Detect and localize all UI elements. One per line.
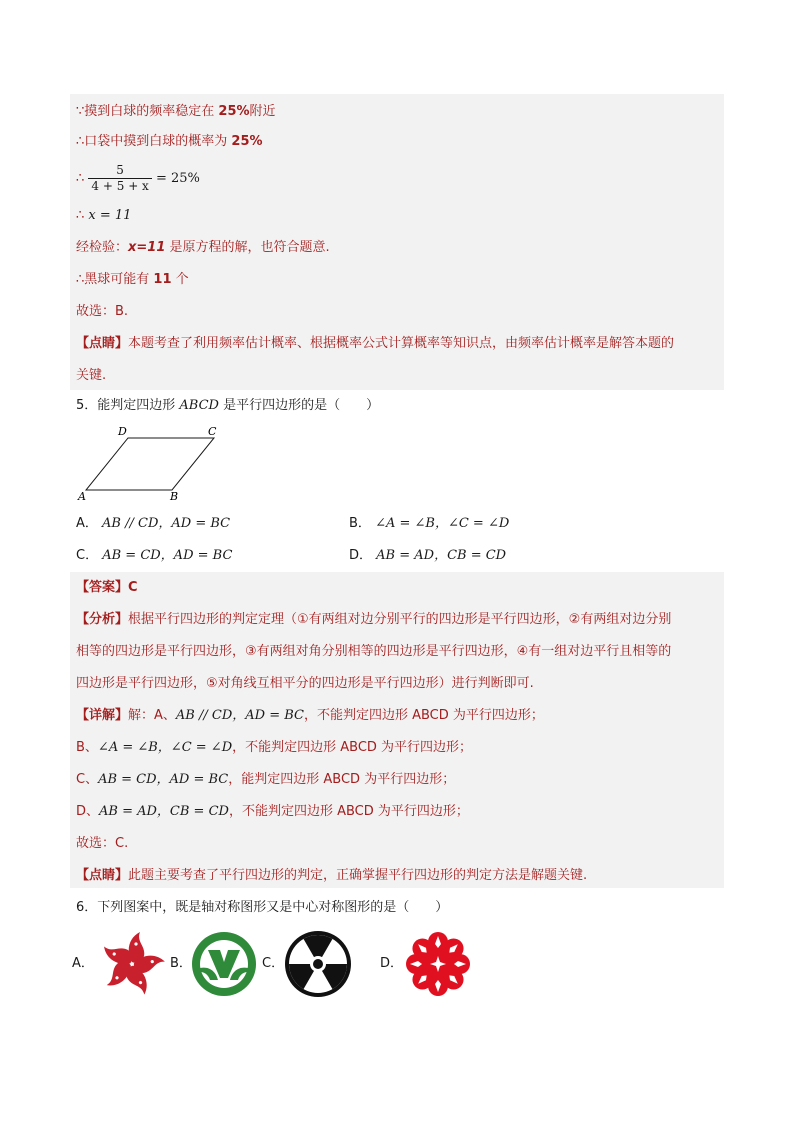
bauhinia-symbol-icon[interactable]	[96, 928, 168, 1000]
line-analysis-3: 四边形是平行四边形，⑤对角线互相平分的四边形是平行四边形）进行判断即可.	[76, 676, 534, 691]
line-select-b: 故选：B.	[76, 304, 129, 319]
line-equation: ∴ $\frac{5}{4 + 5 + x}$ = 25%	[76, 163, 200, 193]
line-answer: 【答案】C	[76, 580, 138, 595]
green-food-logo-icon[interactable]	[190, 930, 258, 998]
line-analysis-1: 【分析】根据平行四边形的判定定理（①有两组对边分别平行的四边形是平行四边形，②有两组对边分别	[76, 612, 672, 627]
vertex-label-c: C	[208, 425, 217, 438]
parallelogram-shape	[86, 438, 214, 490]
line-detail-a: 【详解】解：A、AB // CD，AD = BC，不能判定四边形 ABCD 为平行四边形；	[76, 708, 544, 723]
paper-cut-flower-icon[interactable]	[402, 928, 474, 1000]
line-comment-2: 【点睛】此题主要考查了平行四边形的判定，正确掌握平行四边形的判定方法是解题关键.	[76, 868, 588, 883]
vertex-label-d: D	[118, 425, 127, 438]
option-a[interactable]: A． AB // CD，AD = BC	[76, 516, 231, 531]
q6-option-a-label[interactable]: A．	[72, 956, 94, 971]
q6-option-d-label[interactable]: D．	[380, 956, 404, 971]
line-detail-b: B、∠A = ∠B，∠C = ∠D，不能判定四边形 ABCD 为平行四边形；	[76, 740, 473, 755]
radiation-symbol-icon[interactable]	[284, 930, 352, 998]
line-select-c: 故选：C.	[76, 836, 129, 851]
line-comment: 【点睛】本题考查了利用频率估计概率、根据概率公式计算概率等知识点，由频率估计概率是解答本题的	[76, 336, 675, 351]
line-detail-d: D、AB = AD，CB = CD，不能判定四边形 ABCD 为平行四边形；	[76, 804, 469, 819]
option-c[interactable]: C． AB = CD，AD = BC	[76, 548, 233, 563]
line-solution: ∴ x = 11	[76, 208, 132, 223]
vertex-label-a: A	[78, 490, 86, 503]
line-analysis-2: 相等的四边形是平行四边形，③有两组对角分别相等的四边形是平行四边形，④有一组对边平行且相等的	[76, 644, 672, 659]
parallelogram-figure	[76, 424, 226, 504]
option-d[interactable]: D． AB = AD，CB = CD	[349, 548, 507, 563]
line-black-balls: ∴黑球可能有 11 个	[76, 272, 189, 287]
question-6-stem: 6．下列图案中，既是轴对称图形又是中心对称图形的是（ ）	[76, 900, 449, 915]
fraction: $\frac{5}{4 + 5 + x}$	[88, 163, 151, 194]
line-prob: ∴口袋中摸到白球的概率为 25%	[76, 134, 263, 149]
question-5-stem: 5．能判定四边形 ABCD 是平行四边形的是（ ）	[76, 398, 380, 413]
line-comment-cont: 关键.	[76, 368, 107, 383]
option-b[interactable]: B． ∠A = ∠B，∠C = ∠D	[349, 516, 510, 531]
vertex-label-b: B	[170, 490, 179, 503]
q6-option-c-label[interactable]: C．	[262, 956, 285, 971]
line-freq: ∵摸到白球的频率稳定在 25%附近	[76, 104, 276, 119]
q6-option-b-label[interactable]: B．	[170, 956, 192, 971]
line-detail-c: C、AB = CD，AD = BC，能判定四边形 ABCD 为平行四边形；	[76, 772, 456, 787]
line-check: 经检验：x=11 是原方程的解，也符合题意.	[76, 240, 330, 255]
